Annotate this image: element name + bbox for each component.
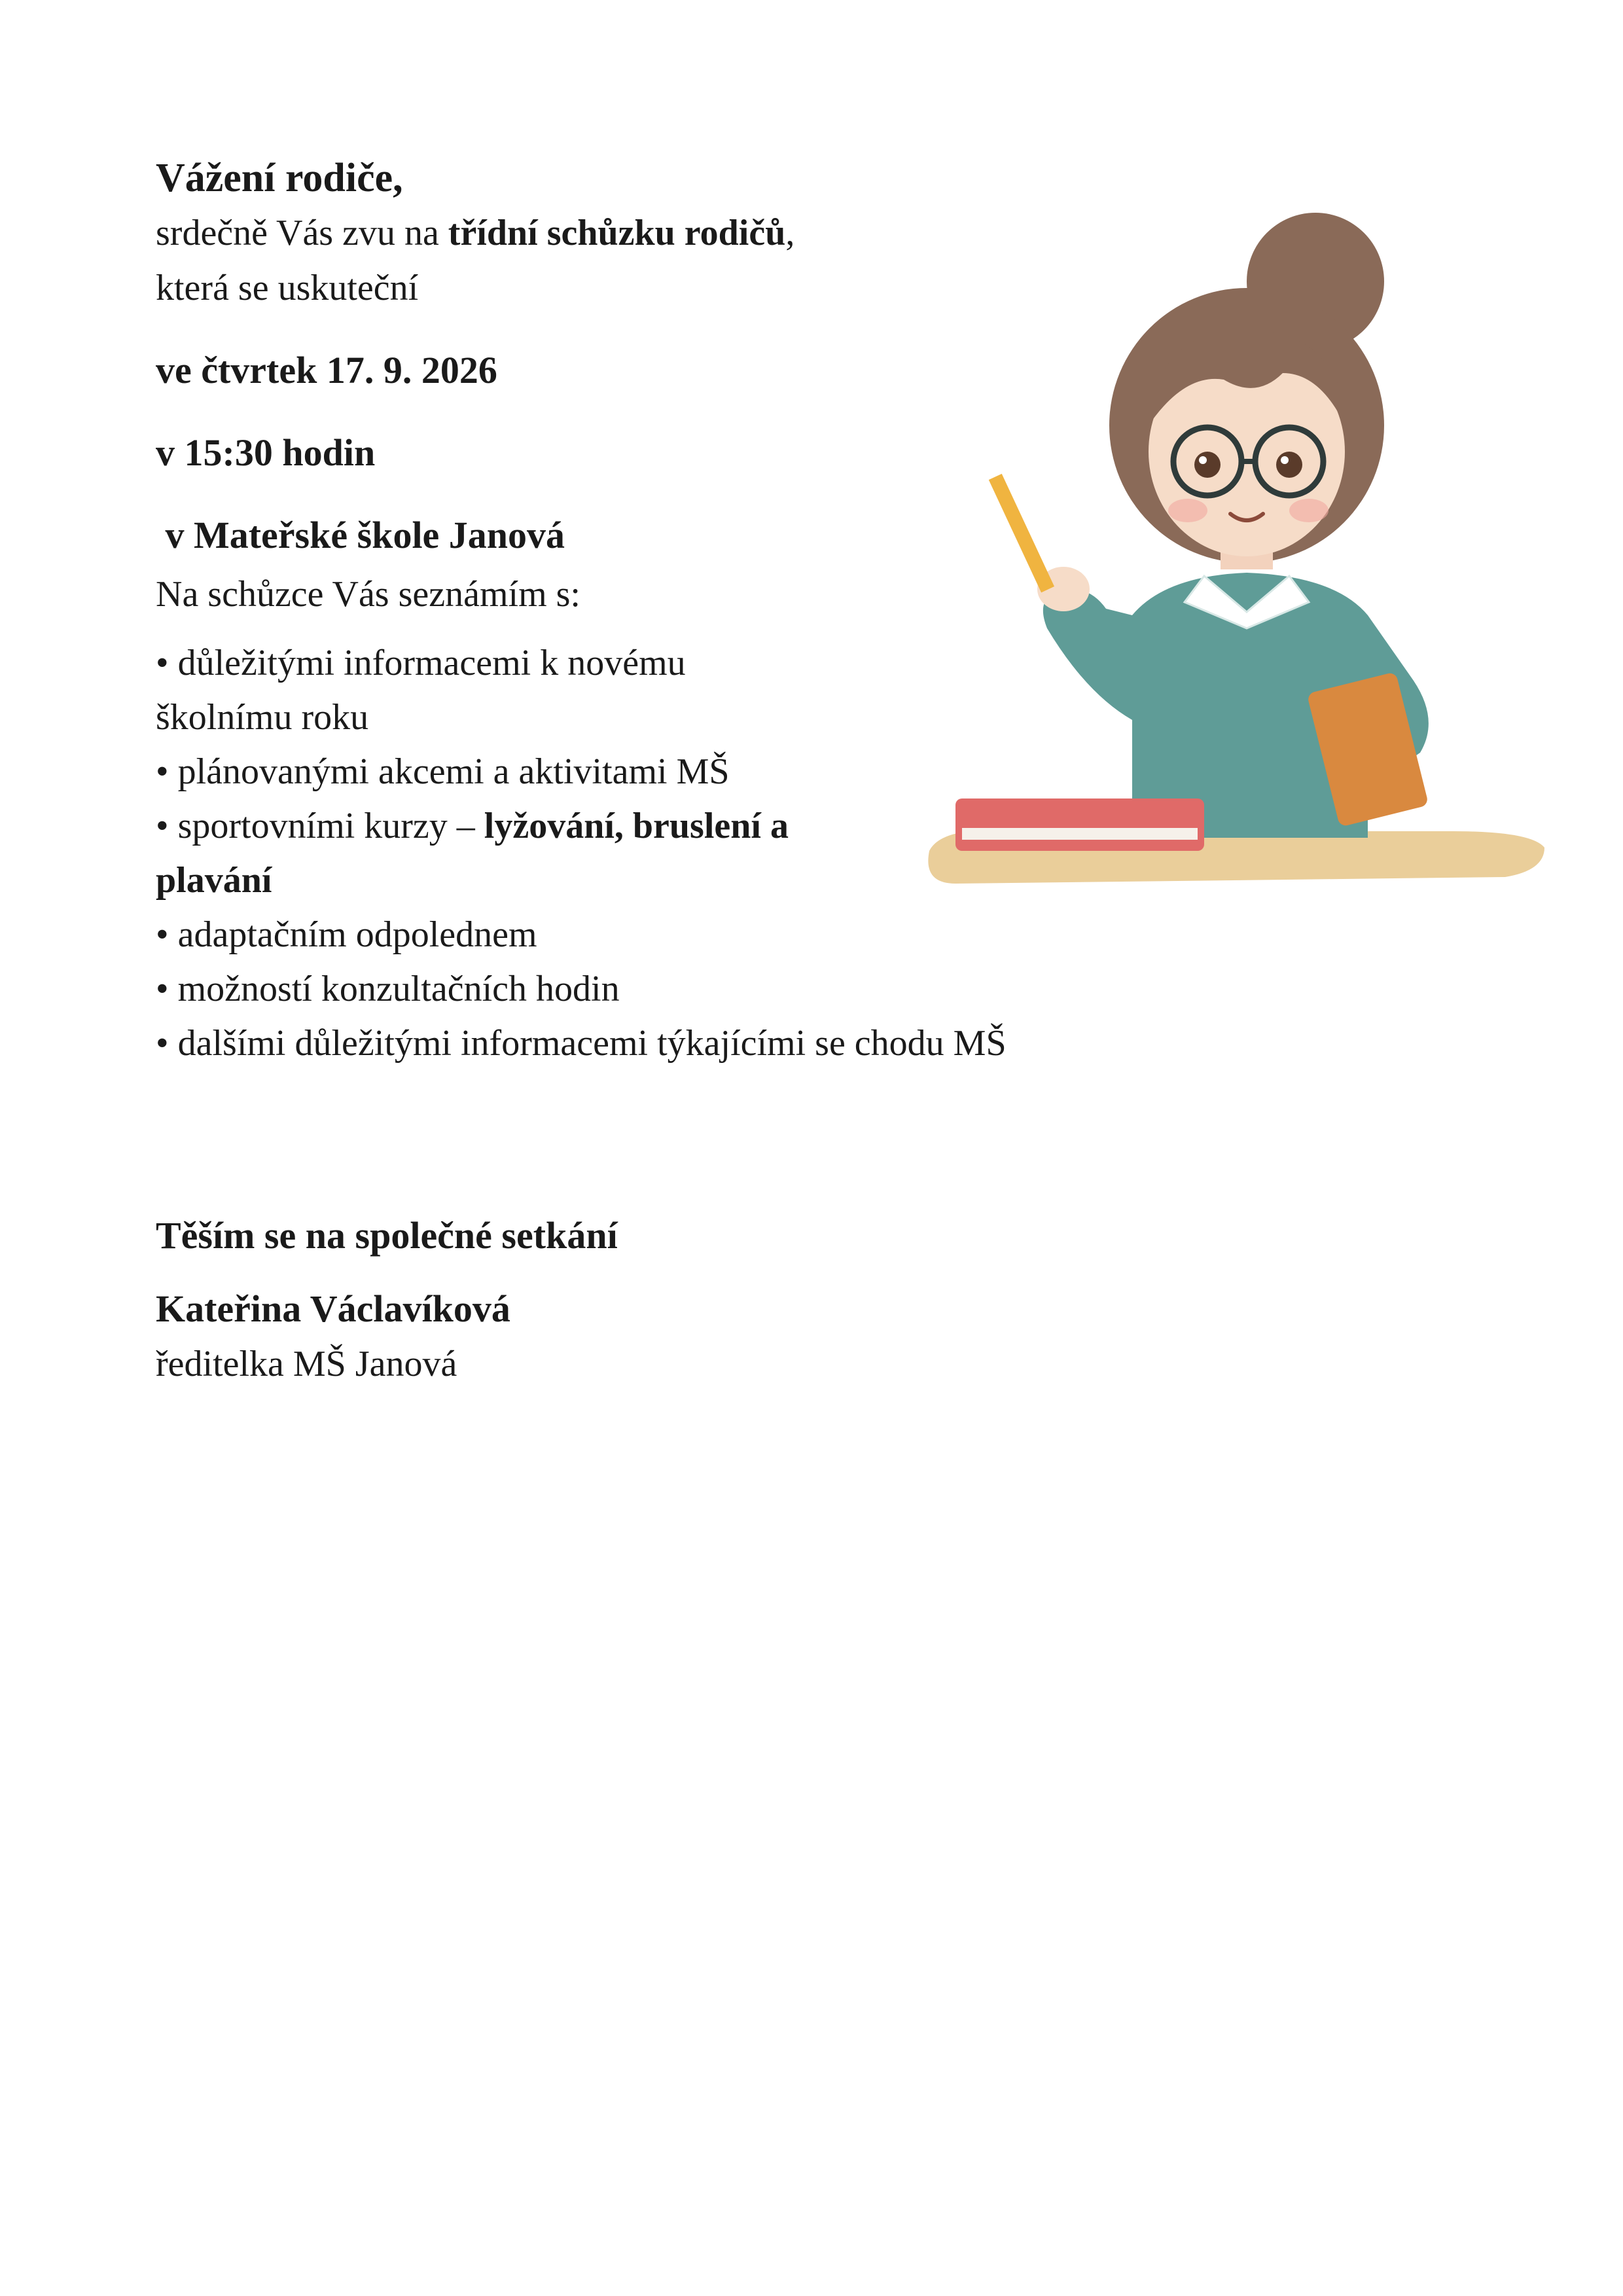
invite-prefix: srdečně Vás zvu na <box>156 213 448 253</box>
list-item-text: • adaptačním odpolednem <box>156 914 537 955</box>
closing-line: Těším se na společné setkání <box>156 1214 618 1257</box>
list-item <box>156 962 1203 1016</box>
teacher-illustration-icon <box>916 209 1558 903</box>
list-item <box>156 908 1203 962</box>
book-red <box>955 798 1204 851</box>
book-red-pages <box>962 828 1198 840</box>
list-item-bold-text: lyžování, bruslení a <box>484 806 789 846</box>
list-item-text: • důležitými informacemi k novému <box>156 643 686 683</box>
list-item-text: • plánovanými akcemi a aktivitami MŠ <box>156 751 730 792</box>
list-item <box>156 1016 1203 1071</box>
signature-name: Kateřina Václavíková <box>156 1287 510 1330</box>
list-item-text: • možností konzultačních hodin <box>156 969 620 1009</box>
list-item-text: školnímu roku <box>156 697 369 738</box>
event-place: v Mateřské škole Janová <box>156 514 565 556</box>
cheek-left <box>1168 499 1207 522</box>
list-item-bold-text: plavání <box>156 860 272 901</box>
event-date: ve čtvrtek 17. 9. 2026 <box>156 349 497 391</box>
greeting: Vážení rodiče, <box>156 156 403 200</box>
invite-line-2: která se uskuteční <box>156 268 419 308</box>
eye-right-shine <box>1281 456 1289 464</box>
invite-suffix: , <box>785 213 795 253</box>
eye-left-shine <box>1199 456 1207 464</box>
eye-right <box>1276 452 1302 478</box>
list-item-text: • dalšími důležitými informacemi týkajícími se chodu MŠ <box>156 1023 1007 1064</box>
signature-title: ředitelka MŠ Janová <box>156 1344 457 1384</box>
cheek-right <box>1289 499 1329 522</box>
list-item-text: • sportovními kurzy – <box>156 806 484 846</box>
pencil <box>989 474 1054 592</box>
topics-intro: Na schůzce Vás seznámím s: <box>156 574 580 615</box>
eye-left <box>1194 452 1221 478</box>
invite-meeting-name: třídní schůzku rodičů <box>448 213 786 253</box>
event-time: v 15:30 hodin <box>156 431 376 474</box>
